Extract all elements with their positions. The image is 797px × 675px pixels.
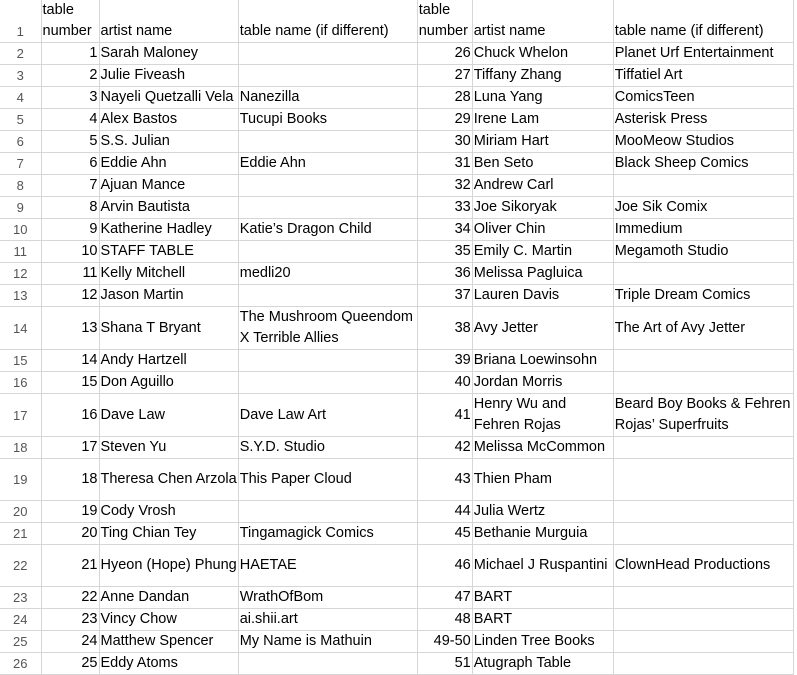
cell-table-number-2[interactable]: 29 — [417, 109, 472, 131]
cell-artist-name[interactable]: Kelly Mitchell — [99, 263, 238, 285]
cell-artist-name-2[interactable]: Jordan Morris — [472, 372, 613, 394]
cell-table-name[interactable]: S.Y.D. Studio — [238, 437, 417, 459]
cell-table-name-2[interactable]: Tiffatiel Art — [613, 65, 793, 87]
table-row — [0, 394, 793, 437]
cell-table-number-2[interactable]: 38 — [417, 307, 472, 350]
table-row — [0, 307, 793, 350]
cell-artist-name-2[interactable]: Linden Tree Books — [472, 631, 613, 653]
row-number[interactable]: 9 — [0, 197, 41, 219]
table-row — [0, 43, 793, 65]
cell-table-name-2[interactable]: Planet Urf Entertainment — [613, 43, 793, 65]
header-artist-name[interactable]: artist name — [99, 0, 238, 43]
cell-artist-name-2[interactable]: Michael J Ruspantini — [472, 545, 613, 587]
cell-table-number[interactable]: 23 — [41, 609, 99, 631]
cell-artist-name-2[interactable]: Emily C. Martin — [472, 241, 613, 263]
cell-artist-name[interactable]: Hyeon (Hope) Phung — [99, 545, 238, 587]
cell-table-number-2[interactable]: 51 — [417, 653, 472, 675]
cell-artist-name[interactable]: STAFF TABLE — [99, 241, 238, 263]
cell-table-name[interactable]: WrathOfBom — [238, 587, 417, 609]
cell-artist-name[interactable]: Alex Bastos — [99, 109, 238, 131]
cell-table-number-2[interactable]: 42 — [417, 437, 472, 459]
cell-artist-name[interactable]: Sarah Maloney — [99, 43, 238, 65]
cell-table-name-2[interactable]: Black Sheep Comics — [613, 153, 793, 175]
cell-table-name-2[interactable]: Triple Dream Comics — [613, 285, 793, 307]
cell-table-number-2[interactable]: 49-50 — [417, 631, 472, 653]
cell-artist-name-2[interactable]: Oliver Chin — [472, 219, 613, 241]
cell-artist-name[interactable]: Ajuan Mance — [99, 175, 238, 197]
cell-table-name-2[interactable] — [613, 372, 793, 394]
cell-table-name[interactable] — [238, 175, 417, 197]
cell-table-number[interactable]: 24 — [41, 631, 99, 653]
cell-table-name-2[interactable] — [613, 175, 793, 197]
cell-table-name-2[interactable] — [613, 609, 793, 631]
cell-artist-name[interactable]: Jason Martin — [99, 285, 238, 307]
cell-table-number-2[interactable]: 30 — [417, 131, 472, 153]
cell-table-number-2[interactable]: 44 — [417, 501, 472, 523]
cell-artist-name[interactable]: S.S. Julian — [99, 131, 238, 153]
row-number[interactable]: 5 — [0, 109, 41, 131]
row-number[interactable]: 23 — [0, 587, 41, 609]
cell-table-number[interactable]: 12 — [41, 285, 99, 307]
cell-table-number-2[interactable]: 41 — [417, 394, 472, 437]
header-table-number[interactable]: table number — [41, 0, 99, 43]
cell-artist-name-2[interactable]: Melissa McCommon — [472, 437, 613, 459]
cell-table-number[interactable]: 15 — [41, 372, 99, 394]
cell-table-name[interactable]: Nanezilla — [238, 87, 417, 109]
cell-artist-name-2[interactable]: Chuck Whelon — [472, 43, 613, 65]
cell-table-number[interactable]: 1 — [41, 43, 99, 65]
cell-table-number[interactable]: 17 — [41, 437, 99, 459]
cell-table-name[interactable]: medli20 — [238, 263, 417, 285]
cell-table-number-2[interactable]: 36 — [417, 263, 472, 285]
cell-artist-name-2[interactable]: Irene Lam — [472, 109, 613, 131]
cell-table-name-2[interactable] — [613, 653, 793, 675]
row-number[interactable]: 26 — [0, 653, 41, 675]
cell-table-number-2[interactable]: 33 — [417, 197, 472, 219]
cell-table-name[interactable]: Tingamagick Comics — [238, 523, 417, 545]
row-number[interactable]: 4 — [0, 87, 41, 109]
cell-artist-name[interactable]: Dave Law — [99, 394, 238, 437]
cell-table-number-2[interactable]: 27 — [417, 65, 472, 87]
cell-table-number[interactable]: 18 — [41, 459, 99, 501]
row-number[interactable]: 12 — [0, 263, 41, 285]
header-artist-name-2[interactable]: artist name — [472, 0, 613, 43]
cell-artist-name[interactable]: Anne Dandan — [99, 587, 238, 609]
cell-artist-name[interactable]: Steven Yu — [99, 437, 238, 459]
table-row — [0, 87, 793, 109]
cell-table-number[interactable]: 22 — [41, 587, 99, 609]
cell-artist-name[interactable]: Nayeli Quetzalli Vela — [99, 87, 238, 109]
row-number[interactable]: 15 — [0, 350, 41, 372]
cell-table-name[interactable]: My Name is Mathuin — [238, 631, 417, 653]
cell-table-name[interactable]: ai.shii.art — [238, 609, 417, 631]
cell-artist-name-2[interactable]: Melissa Pagluica — [472, 263, 613, 285]
row-number[interactable]: 2 — [0, 43, 41, 65]
row-number[interactable]: 11 — [0, 241, 41, 263]
cell-table-name[interactable] — [238, 350, 417, 372]
table-row — [0, 175, 793, 197]
cell-artist-name-2[interactable]: Thien Pham — [472, 459, 613, 501]
cell-table-number-2[interactable]: 47 — [417, 587, 472, 609]
cell-table-name[interactable] — [238, 241, 417, 263]
cell-table-number-2[interactable]: 40 — [417, 372, 472, 394]
cell-table-name[interactable] — [238, 131, 417, 153]
cell-artist-name-2[interactable]: Andrew Carl — [472, 175, 613, 197]
row-number[interactable]: 1 — [0, 0, 41, 43]
cell-table-name[interactable]: This Paper Cloud — [238, 459, 417, 501]
cell-table-number-2[interactable]: 35 — [417, 241, 472, 263]
cell-artist-name-2[interactable]: Henry Wu and Fehren Rojas — [472, 394, 613, 437]
table-row — [0, 65, 793, 87]
header-table-name-2[interactable]: table name (if different) — [613, 0, 793, 43]
cell-table-number-2[interactable]: 43 — [417, 459, 472, 501]
cell-table-number[interactable]: 3 — [41, 87, 99, 109]
cell-table-number[interactable]: 10 — [41, 241, 99, 263]
cell-table-name[interactable] — [238, 653, 417, 675]
cell-table-name-2[interactable] — [613, 263, 793, 285]
cell-table-number[interactable]: 16 — [41, 394, 99, 437]
cell-table-name-2[interactable]: MooMeow Studios — [613, 131, 793, 153]
cell-table-name-2[interactable]: ClownHead Productions — [613, 545, 793, 587]
row-number[interactable]: 18 — [0, 437, 41, 459]
cell-table-name-2[interactable] — [613, 631, 793, 653]
cell-table-name[interactable] — [238, 43, 417, 65]
cell-artist-name-2[interactable]: Bethanie Murguia — [472, 523, 613, 545]
cell-artist-name[interactable]: Arvin Bautista — [99, 197, 238, 219]
table-row — [0, 263, 793, 285]
cell-table-number-2[interactable]: 32 — [417, 175, 472, 197]
table-row — [0, 372, 793, 394]
cell-table-number-2[interactable]: 48 — [417, 609, 472, 631]
table-row — [0, 131, 793, 153]
cell-table-number-2[interactable]: 31 — [417, 153, 472, 175]
table-row — [0, 437, 793, 459]
cell-table-name-2[interactable]: Megamoth Studio — [613, 241, 793, 263]
cell-table-name-2[interactable]: Asterisk Press — [613, 109, 793, 131]
cell-artist-name[interactable]: Julie Fiveash — [99, 65, 238, 87]
cell-table-number-2[interactable]: 39 — [417, 350, 472, 372]
cell-table-name-2[interactable]: ComicsTeen — [613, 87, 793, 109]
cell-artist-name-2[interactable]: Miriam Hart — [472, 131, 613, 153]
cell-artist-name[interactable]: Theresa Chen Arzola — [99, 459, 238, 501]
cell-table-number-2[interactable]: 26 — [417, 43, 472, 65]
cell-table-name[interactable]: Dave Law Art — [238, 394, 417, 437]
cell-table-number[interactable]: 14 — [41, 350, 99, 372]
cell-artist-name-2[interactable]: BART — [472, 609, 613, 631]
cell-table-name[interactable]: Tucupi Books — [238, 109, 417, 131]
cell-table-name[interactable] — [238, 65, 417, 87]
row-number[interactable]: 22 — [0, 545, 41, 587]
cell-artist-name-2[interactable]: Julia Wertz — [472, 501, 613, 523]
cell-table-name-2[interactable] — [613, 501, 793, 523]
row-number[interactable]: 19 — [0, 459, 41, 501]
cell-table-name-2[interactable] — [613, 523, 793, 545]
row-number[interactable]: 13 — [0, 285, 41, 307]
cell-artist-name-2[interactable]: Briana Loewinsohn — [472, 350, 613, 372]
table-row — [0, 350, 793, 372]
cell-table-number-2[interactable]: 46 — [417, 545, 472, 587]
cell-table-name[interactable] — [238, 501, 417, 523]
cell-table-number[interactable]: 19 — [41, 501, 99, 523]
cell-table-name-2[interactable]: The Art of Avy Jetter — [613, 307, 793, 350]
table-row — [0, 653, 793, 675]
cell-table-number[interactable]: 25 — [41, 653, 99, 675]
cell-table-name-2[interactable] — [613, 587, 793, 609]
cell-table-number[interactable]: 11 — [41, 263, 99, 285]
table-row — [0, 109, 793, 131]
row-number[interactable]: 24 — [0, 609, 41, 631]
cell-table-number-2[interactable]: 45 — [417, 523, 472, 545]
cell-table-number[interactable]: 9 — [41, 219, 99, 241]
cell-artist-name-2[interactable]: Lauren Davis — [472, 285, 613, 307]
cell-artist-name[interactable]: Ting Chian Tey — [99, 523, 238, 545]
cell-table-name[interactable]: Eddie Ahn — [238, 153, 417, 175]
row-number[interactable]: 14 — [0, 307, 41, 350]
row-number[interactable]: 16 — [0, 372, 41, 394]
header-row — [0, 0, 793, 43]
row-number[interactable]: 17 — [0, 394, 41, 437]
table-row — [0, 609, 793, 631]
cell-table-name-2[interactable] — [613, 459, 793, 501]
table-row — [0, 587, 793, 609]
cell-table-number[interactable]: 7 — [41, 175, 99, 197]
row-number[interactable]: 7 — [0, 153, 41, 175]
cell-table-number-2[interactable]: 37 — [417, 285, 472, 307]
cell-artist-name-2[interactable]: BART — [472, 587, 613, 609]
cell-table-name[interactable]: The Mushroom Queendom X Terrible Allies — [238, 307, 417, 350]
cell-artist-name[interactable]: Andy Hartzell — [99, 350, 238, 372]
table-row — [0, 631, 793, 653]
cell-table-number[interactable]: 20 — [41, 523, 99, 545]
cell-artist-name-2[interactable]: Tiffany Zhang — [472, 65, 613, 87]
cell-artist-name-2[interactable]: Atugraph Table — [472, 653, 613, 675]
row-number[interactable]: 3 — [0, 65, 41, 87]
cell-table-name-2[interactable] — [613, 437, 793, 459]
header-table-name[interactable]: table name (if different) — [238, 0, 417, 43]
cell-table-number-2[interactable]: 34 — [417, 219, 472, 241]
table-row — [0, 197, 793, 219]
row-number[interactable]: 8 — [0, 175, 41, 197]
cell-artist-name-2[interactable]: Avy Jetter — [472, 307, 613, 350]
cell-artist-name[interactable]: Cody Vrosh — [99, 501, 238, 523]
cell-artist-name[interactable]: Matthew Spencer — [99, 631, 238, 653]
table-row — [0, 501, 793, 523]
cell-table-number[interactable]: 4 — [41, 109, 99, 131]
cell-table-name[interactable] — [238, 285, 417, 307]
cell-artist-name-2[interactable]: Joe Sikoryak — [472, 197, 613, 219]
cell-artist-name[interactable]: Eddy Atoms — [99, 653, 238, 675]
table-row — [0, 285, 793, 307]
cell-table-number[interactable]: 8 — [41, 197, 99, 219]
table-row — [0, 545, 793, 587]
row-number[interactable]: 20 — [0, 501, 41, 523]
cell-table-name[interactable] — [238, 197, 417, 219]
cell-artist-name[interactable]: Vincy Chow — [99, 609, 238, 631]
row-number[interactable]: 21 — [0, 523, 41, 545]
cell-table-number-2[interactable]: 28 — [417, 87, 472, 109]
cell-table-name[interactable]: HAETAE — [238, 545, 417, 587]
cell-artist-name[interactable]: Katherine Hadley — [99, 219, 238, 241]
cell-table-name-2[interactable] — [613, 350, 793, 372]
cell-table-name-2[interactable]: Beard Boy Books & Fehren Rojas’ Superfruits — [613, 394, 793, 437]
cell-table-number[interactable]: 13 — [41, 307, 99, 350]
cell-table-number[interactable]: 21 — [41, 545, 99, 587]
cell-artist-name-2[interactable]: Luna Yang — [472, 87, 613, 109]
cell-artist-name[interactable]: Don Aguillo — [99, 372, 238, 394]
row-number[interactable]: 10 — [0, 219, 41, 241]
cell-artist-name[interactable]: Eddie Ahn — [99, 153, 238, 175]
cell-table-name[interactable] — [238, 372, 417, 394]
table-row — [0, 153, 793, 175]
cell-table-name-2[interactable]: Immedium — [613, 219, 793, 241]
header-table-number-2[interactable]: table number — [417, 0, 472, 43]
table-row — [0, 523, 793, 545]
row-number[interactable]: 25 — [0, 631, 41, 653]
row-number[interactable]: 6 — [0, 131, 41, 153]
table-row — [0, 459, 793, 501]
cell-table-number[interactable]: 2 — [41, 65, 99, 87]
cell-table-name-2[interactable]: Joe Sik Comix — [613, 197, 793, 219]
cell-table-number[interactable]: 5 — [41, 131, 99, 153]
cell-artist-name-2[interactable]: Ben Seto — [472, 153, 613, 175]
cell-table-name[interactable]: Katie’s Dragon Child — [238, 219, 417, 241]
cell-artist-name[interactable]: Shana T Bryant — [99, 307, 238, 350]
table-row — [0, 241, 793, 263]
cell-table-number[interactable]: 6 — [41, 153, 99, 175]
table-row — [0, 219, 793, 241]
